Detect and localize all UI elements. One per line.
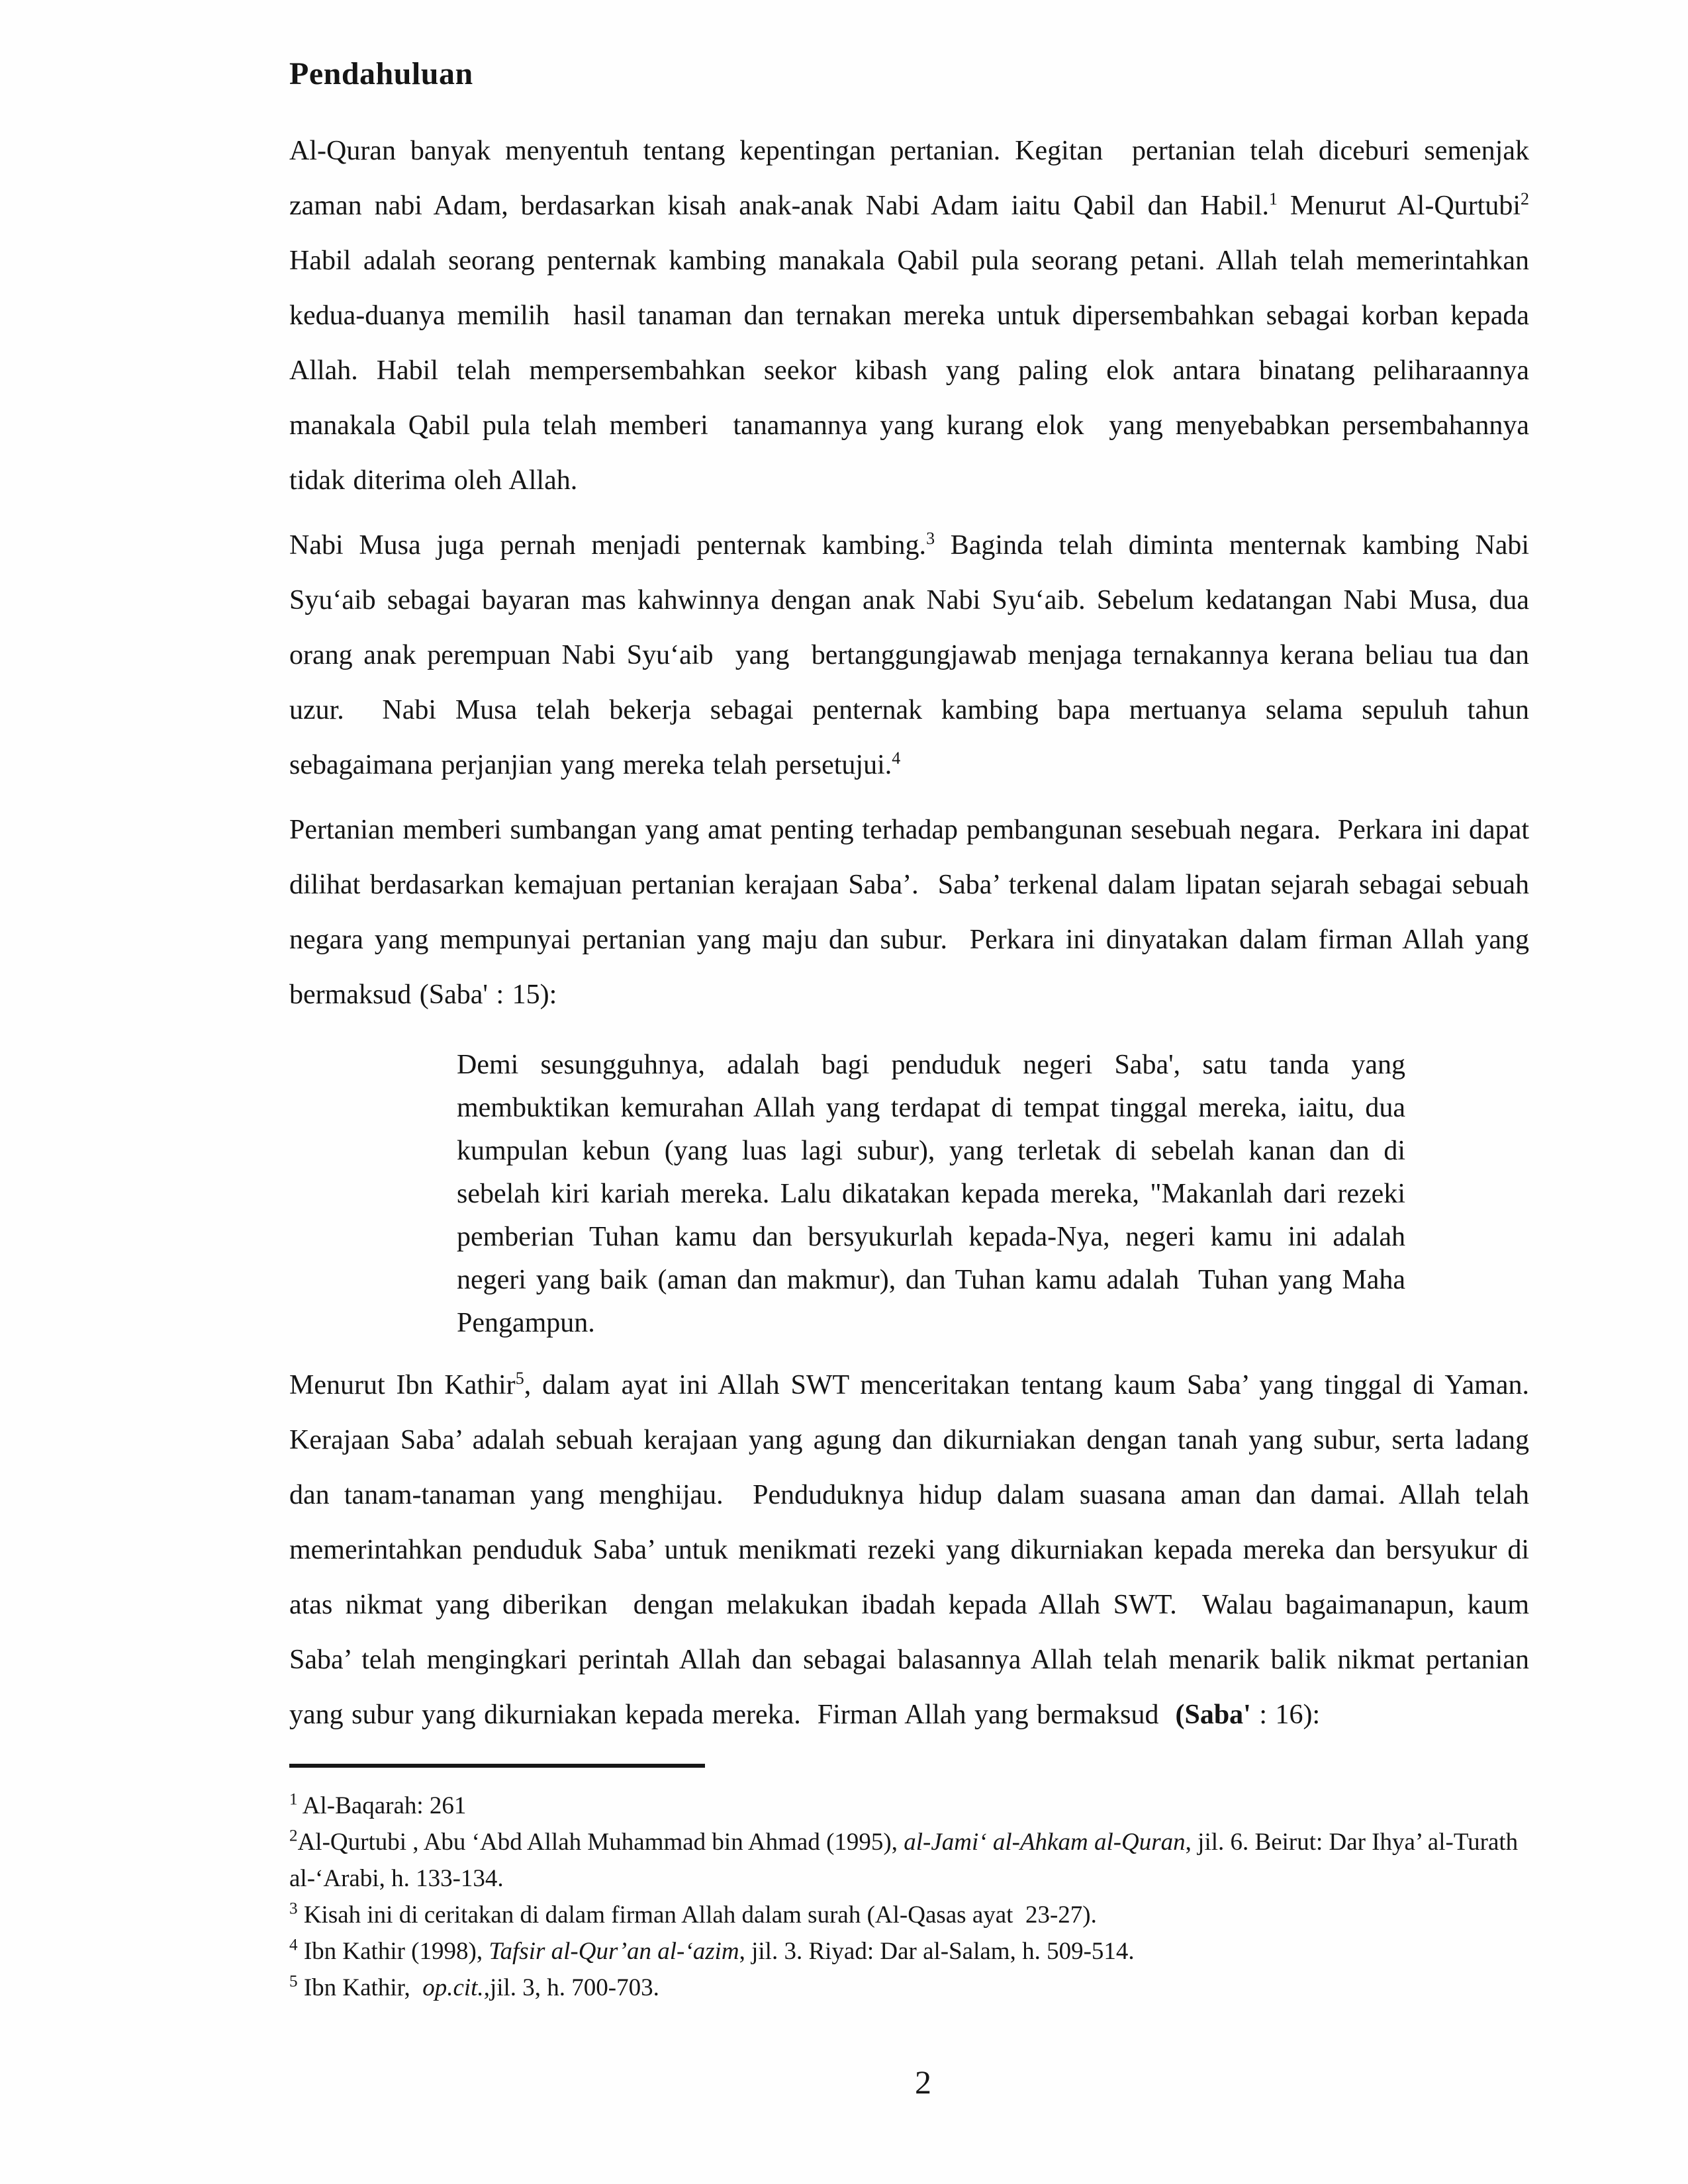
footnote — [289, 1897, 1529, 1933]
italic-title: Tafsir al-Qur’an al-‘azim — [489, 1938, 739, 1965]
text-segment: Kisah ini di ceritakan di dalam firman Allah dalam surah (Al-Qasas ayat 23-27). — [297, 1901, 1097, 1929]
text-segment: : 16): — [1250, 1700, 1321, 1730]
page-number: 2 — [915, 2064, 931, 2101]
footnote-ref: 1 — [289, 1790, 298, 1809]
footnote-separator-rule — [289, 1764, 705, 1768]
text-segment: Habil adalah seorang penternak kambing manakala Qabil pula seorang petani. Allah telah memerintahkan kedua-duanya memilih hasil tanaman dan ternakan mereka untuk dipersembahkan sebagai korban kepada Allah. Habil telah mempersembahkan seekor kibash yang paling elok antara binatang peliharaannya manakala Qabil pula telah memberi tanamannya yang kurang elok yang menyebabkan persembahannya tidak diterima oleh Allah. — [289, 191, 1538, 496]
paragraph-2 — [289, 518, 1538, 793]
footnote-ref: 1 — [1269, 189, 1278, 208]
text-segment: Ibn Kathir (1998), — [297, 1938, 489, 1965]
quran-verse-quote: Demi sesungguhnya, adalah bagi penduduk negeri Saba', satu tanda yang membuktikan kemurahan Allah yang terdapat di tempat tinggal mereka, iaitu, dua kumpulan kebun (yang luas lagi subur), yang terletak di sebelah kanan dan di sebelah kiri kariah mereka. Lalu dikatakan kepada mereka, "Makanlah dari rezeki pemberian Tuhan kamu dan bersyukurlah kepada-Nya, negeri kamu ini adalah negeri yang baik (aman dan makmur), dan Tuhan kamu adalah Tuhan yang Maha Pengampun. — [457, 1050, 1413, 1338]
footnote-ref: 3 — [289, 1899, 298, 1918]
text-segment: , dalam ayat ini Allah SWT menceritakan tentang kaum Saba’ yang tinggal di Yaman. Kerajaan Saba’ adalah sebuah kerajaan yang agung dan dikurniakan dengan tanah yang subur, serta ladang dan tanam-tanaman yang menghijau. Penduduknya hidup dalam suasana aman dan damai. Allah telah memerintahkan penduduk Saba’ untuk menikmati rezeki yang dikurniakan kepada mereka dan bersyukur di atas nikmat yang diberikan dengan melakukan ibadah kepada Allah SWT. Walau bagaimanapun, kaum Saba’ telah mengingkari perintah Allah dan sebagai balasannya Allah telah menarik balik nikmat pertanian yang subur yang dikurniakan kepada mereka. Firman Allah yang bermaksud — [289, 1370, 1538, 1730]
paragraph-3 — [289, 803, 1538, 1023]
bold-text: (Saba' — [1175, 1700, 1251, 1730]
footnote-ref: 2 — [1520, 189, 1529, 208]
italic-title: op.cit. — [422, 1974, 484, 2001]
italic-title: al-Jami‘ al-Ahkam al-Quran — [904, 1829, 1186, 1856]
text-segment: , jil. 6. Beirut: Dar Ihya’ al-Turath al-‘Arabi, h. 133-134. — [289, 1829, 1524, 1892]
footnote — [289, 1933, 1529, 1970]
section-heading: Pendahuluan — [289, 56, 473, 91]
text-segment: , jil. 3. Riyad: Dar al-Salam, h. 509-514. — [739, 1938, 1135, 1965]
text-segment: Al-Baqarah: 261 — [297, 1792, 467, 1819]
text-segment: Menurut Ibn Kathir — [289, 1370, 516, 1400]
footnote-ref: 2 — [289, 1827, 298, 1845]
footnote — [289, 1970, 1529, 2006]
text-segment: Pertanian memberi sumbangan yang amat penting terhadap pembangunan sesebuah negara. Perkara ini dapat dilihat berdasarkan kemajuan pertanian kerajaan Saba’. Saba’ terkenal dalam lipatan sejarah sebagai sebuah negara yang mempunyai pertanian yang maju dan subur. Perkara ini dinyatakan dalam firman Allah yang bermaksud (Saba' : 15): — [289, 815, 1538, 1010]
text-segment: Baginda telah diminta menternak kambing Nabi Syu‘aib sebagai bayaran mas kahwinnya dengan anak Nabi Syu‘aib. Sebelum kedatangan Nabi Musa, dua orang anak perempuan Nabi Syu‘aib yang bertanggungjawab menjaga ternakannya kerana beliau tua dan uzur. Nabi Musa telah bekerja sebagai penternak kambing bapa mertuanya selama sepuluh tahun sebagaimana perjanjian yang mereka telah persetujui. — [289, 530, 1538, 780]
text-segment: ,jil. 3, h. 700-703. — [483, 1974, 659, 2001]
footnote-ref: 4 — [289, 1936, 298, 1954]
paragraph-1 — [289, 124, 1538, 508]
paragraph-4 — [289, 1358, 1538, 1743]
text-segment: Nabi Musa juga pernah menjadi penternak kambing. — [289, 530, 927, 561]
footnote-ref: 5 — [515, 1369, 524, 1388]
text-segment: Al-Qurtubi , Abu ‘Abd Allah Muhammad bin Ahmad (1995), — [297, 1829, 904, 1856]
text-segment: Ibn Kathir, — [297, 1974, 423, 2001]
footnote-ref: 5 — [289, 1972, 298, 1991]
text-block — [289, 46, 1538, 2006]
text-segment: Al-Quran banyak menyentuh tentang kepentingan pertanian. Kegitan pertanian telah diceburi semenjak zaman nabi Adam, berdasarkan kisah anak-anak Nabi Adam iaitu Qabil dan Habil. — [289, 136, 1538, 221]
footnotes-section — [289, 1788, 1529, 2006]
footnote-ref: 3 — [926, 529, 935, 548]
footnote-ref: 4 — [892, 749, 901, 768]
footnote — [289, 1788, 1529, 1824]
text-segment: Menurut Al-Qurtubi — [1278, 191, 1521, 221]
footnote — [289, 1824, 1529, 1897]
